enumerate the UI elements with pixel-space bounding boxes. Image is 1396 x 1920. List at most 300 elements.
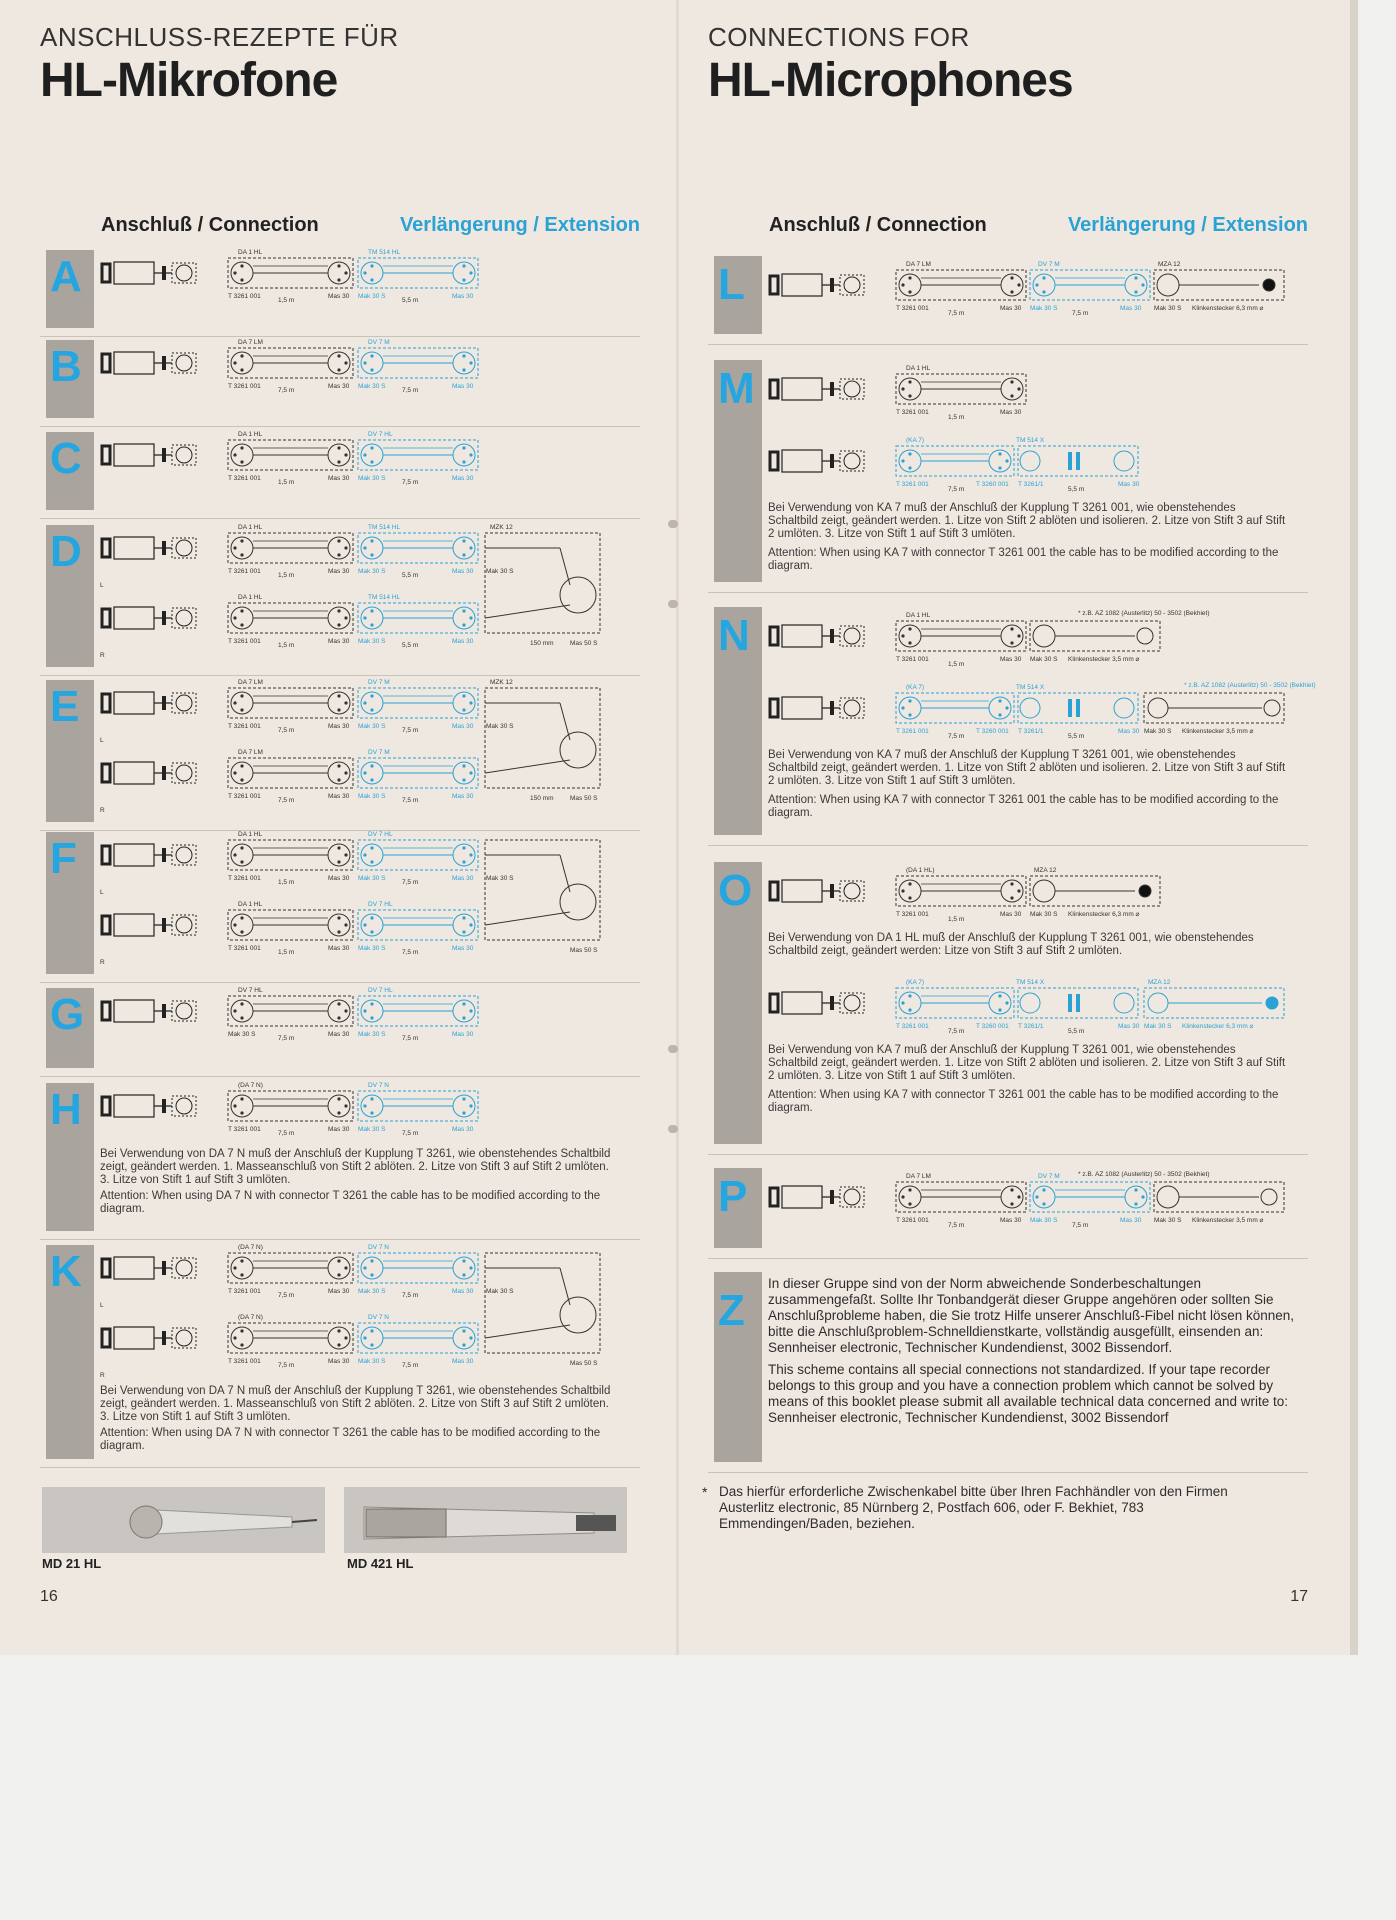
jack-adapter bbox=[1144, 693, 1284, 723]
modification-note-de: Bei Verwendung von DA 1 HL muß der Anschluß der Kupplung T 3261 001, wie obenstehendes Schaltbild zeigt, geändert werden: Litze von Stift 3 auf Stift 2 umlöten. bbox=[768, 932, 1254, 957]
extension-length-label: 7,5 m bbox=[402, 727, 419, 734]
extension-plug-label: Mak 30 S bbox=[358, 475, 386, 482]
plug-label: Mas 30 bbox=[1000, 409, 1022, 416]
microphone-plug-icon bbox=[102, 1000, 196, 1022]
extension-length-label: 7,5 m bbox=[1072, 1222, 1089, 1229]
length-label: 1,5 m bbox=[278, 949, 295, 956]
cable-label: DA 7 LM bbox=[906, 1173, 931, 1180]
extension-connector bbox=[358, 1323, 478, 1353]
connection-recipe-e bbox=[40, 680, 640, 831]
stereo-adapter bbox=[485, 533, 600, 633]
channel-right-label: R bbox=[100, 652, 105, 659]
out-plug-label: Mas 30 bbox=[1118, 481, 1140, 488]
extension-plug2-label: Mas 30 bbox=[1120, 1217, 1142, 1224]
cable-connector bbox=[896, 374, 1026, 404]
page-number: 17 bbox=[1290, 1588, 1308, 1605]
recipe-letter: C bbox=[50, 434, 82, 483]
extension-connector bbox=[358, 996, 478, 1026]
cable-label: DA 7 LM bbox=[238, 339, 263, 346]
cable-label: DA 1 HL bbox=[238, 831, 263, 838]
wiring-diagram bbox=[768, 866, 1293, 930]
adapter-plug-label: Mak 30 S bbox=[1144, 728, 1172, 735]
adapter-plug-label: Mak 30 S bbox=[486, 1288, 514, 1295]
length-label: 7,5 m bbox=[278, 387, 295, 394]
cable-connector bbox=[228, 533, 353, 563]
cable-connector bbox=[896, 1182, 1026, 1212]
length-label: 7,5 m bbox=[278, 797, 295, 804]
adapter-label: MZA 12 bbox=[1034, 867, 1057, 874]
extension-plug2-label: Mas 30 bbox=[452, 945, 474, 952]
special-note-de-address: Sennheiser electronic, Technischer Kundendienst, 3002 Bissendorf. bbox=[768, 1340, 1173, 1355]
extension-length-label: 7,5 m bbox=[402, 387, 419, 394]
plug-label: Mas 30 bbox=[328, 475, 350, 482]
extension-connector bbox=[358, 840, 478, 870]
extension-label: DV 7 M bbox=[1038, 1173, 1060, 1180]
extension-plug-label: Mak 30 S bbox=[358, 568, 386, 575]
adapter-length-label: 150 mm bbox=[530, 795, 554, 802]
plug-label: Mas 30 bbox=[1000, 305, 1022, 312]
length-label: 1,5 m bbox=[278, 572, 295, 579]
length-label: 7,5 m bbox=[278, 1035, 295, 1042]
extension-plug-label: Mak 30 S bbox=[358, 1031, 386, 1038]
recipe-letter: Z bbox=[718, 1286, 745, 1335]
part-number-label: T 3261 001 bbox=[896, 656, 929, 663]
cable-connector bbox=[228, 603, 353, 633]
special-note-de: In dieser Gruppe sind von der Norm abweichende Sonderbeschaltungen zusammengefaßt. Sollte Ihr Tonbandgerät dieser Gruppe angehören oder sollten Sie Anschlußprobleme haben, die Sie trotz Hilfe unserer Anschluß-Fibel nicht lösen können, bitte die Anschlußproblem-Schnelldienstkarte, vollständig ausgefüllt, einsenden an: bbox=[768, 1276, 1295, 1339]
extension-length-label: 7,5 m bbox=[1072, 310, 1089, 317]
page-kicker: CONNECTIONS FOR bbox=[708, 22, 970, 52]
extension-plug-label: Mak 30 S bbox=[358, 945, 386, 952]
connection-recipe-h bbox=[40, 1083, 640, 1240]
modification-note bbox=[768, 1044, 1288, 1115]
modification-note bbox=[768, 502, 1288, 573]
microphone-plug-icon bbox=[770, 992, 864, 1014]
cable-note: * z.B. AZ 1082 (Austerlitz) 50 - 3502 (Bekhiet) bbox=[1184, 682, 1316, 689]
staple-hole bbox=[668, 1125, 678, 1133]
extension-length-label: 7,5 m bbox=[402, 879, 419, 886]
length-label: 7,5 m bbox=[948, 486, 965, 493]
modification-note-en: Attention: When using KA 7 with connector T 3261 001 the cable has to be modified according to the diagram. bbox=[768, 547, 1279, 572]
adapter-plug-label: Mak 30 S bbox=[1144, 1023, 1172, 1030]
extension-plug-label: Mak 30 S bbox=[358, 723, 386, 730]
ka-connector bbox=[896, 446, 1014, 476]
cable-label: DA 7 LM bbox=[238, 679, 263, 686]
cable-label: DA 1 HL bbox=[906, 365, 931, 372]
extension-length-label: 7,5 m bbox=[402, 949, 419, 956]
length-label: 1,5 m bbox=[278, 879, 295, 886]
cable-connector bbox=[228, 688, 353, 718]
extension-plug-label: Mak 30 S bbox=[1030, 305, 1058, 312]
cable-label: DA 1 HL bbox=[238, 901, 263, 908]
channel-left-label: L bbox=[100, 889, 104, 896]
extension-connector bbox=[358, 258, 478, 288]
column-headers bbox=[40, 214, 640, 240]
cable-connector bbox=[228, 910, 353, 940]
cable-connector bbox=[228, 440, 353, 470]
microphone-plug-icon bbox=[102, 537, 196, 559]
tm-label: TM 514 X bbox=[1016, 437, 1045, 444]
cable-label: DA 7 LM bbox=[906, 261, 931, 268]
part-number-label: T 3261 001 bbox=[228, 383, 261, 390]
cable-connector bbox=[228, 1253, 353, 1283]
microphone-plug-icon bbox=[102, 262, 196, 284]
length2-label: 5,5 m bbox=[1068, 486, 1085, 493]
part-number-label: T 3261 001 bbox=[896, 409, 929, 416]
extension-plug2-label: Mas 30 bbox=[452, 723, 474, 730]
cable-label: DV 7 HL bbox=[238, 987, 263, 994]
md21-caption: MD 21 HL bbox=[42, 1556, 102, 1571]
modification-note-en: Attention: When using KA 7 with connector T 3261 001 the cable has to be modified according to the diagram. bbox=[768, 794, 1279, 819]
recipe-letter: G bbox=[50, 990, 85, 1039]
extension-plug-label: Mak 30 S bbox=[358, 638, 386, 645]
length-label: 7,5 m bbox=[278, 1130, 295, 1137]
md421-photo bbox=[344, 1487, 627, 1553]
md21-photo bbox=[42, 1487, 325, 1553]
column-connection-label: Anschluß / Connection bbox=[101, 214, 319, 236]
extension-connector bbox=[358, 1253, 478, 1283]
ka-connector bbox=[896, 988, 1014, 1018]
modification-note bbox=[100, 1385, 620, 1453]
extension-label: DV 7 HL bbox=[368, 831, 393, 838]
adapter-plug-label: Mak 30 S bbox=[486, 723, 514, 730]
connection-recipe-a bbox=[40, 250, 640, 337]
connection-recipe-p bbox=[708, 1168, 1308, 1259]
wiring-diagram bbox=[768, 364, 1293, 428]
part-number-label: T 3261 001 bbox=[228, 945, 261, 952]
page-number: 16 bbox=[40, 1588, 58, 1605]
cable-connector bbox=[228, 1323, 353, 1353]
recipe-letter: D bbox=[50, 527, 82, 576]
extension-length-label: 7,5 m bbox=[402, 797, 419, 804]
cable-label: (DA 1 HL) bbox=[906, 867, 935, 874]
staple-hole bbox=[668, 520, 678, 528]
extension-connector bbox=[358, 348, 478, 378]
microphone-plug-icon bbox=[102, 914, 196, 936]
output-plug-label: Mas 50 S bbox=[570, 795, 598, 802]
part-number-label: T 3261 001 bbox=[896, 305, 929, 312]
microphone-plug-icon bbox=[770, 450, 864, 472]
modification-note-en: Attention: When using KA 7 with connector T 3261 001 the cable has to be modified according to the diagram. bbox=[768, 1089, 1279, 1114]
out-plug-label: Mas 30 bbox=[1118, 728, 1140, 735]
adapter-plug-label: Mak 30 S bbox=[486, 875, 514, 882]
cable-connector bbox=[228, 996, 353, 1026]
length-label: 7,5 m bbox=[278, 727, 295, 734]
cable-label: DA 1 HL bbox=[238, 249, 263, 256]
plug-label: Mas 30 bbox=[328, 945, 350, 952]
plug-label: Mas 30 bbox=[328, 875, 350, 882]
page-edge bbox=[1350, 0, 1358, 1655]
recipe-letter: A bbox=[50, 252, 82, 301]
extension-connector bbox=[1030, 270, 1150, 300]
stereo-adapter bbox=[485, 688, 600, 788]
extension-label: TM 514 HL bbox=[368, 594, 401, 601]
channel-left-label: L bbox=[100, 582, 104, 589]
part-number-label: T 3261 001 bbox=[896, 1023, 929, 1030]
transformer-adapter bbox=[1018, 693, 1138, 723]
part-number-label: Mak 30 S bbox=[228, 1031, 256, 1038]
column-connection-label: Anschluß / Connection bbox=[769, 214, 987, 236]
extension-plug2-label: Mas 30 bbox=[452, 383, 474, 390]
plug-label: Mas 30 bbox=[328, 568, 350, 575]
jack-label: Klinkenstecker 3,5 mm ⌀ bbox=[1182, 728, 1254, 735]
stereo-adapter bbox=[485, 840, 600, 940]
right-page bbox=[702, 0, 1316, 1640]
adapter-label: MZK 12 bbox=[490, 524, 513, 531]
length-label: 7,5 m bbox=[948, 310, 965, 317]
cable-label: DA 7 LM bbox=[238, 749, 263, 756]
modification-note-en: Attention: When using DA 7 N with connector T 3261 the cable has to be modified according to the diagram. bbox=[100, 1427, 601, 1452]
extension-connector bbox=[358, 758, 478, 788]
extension-connector bbox=[358, 1091, 478, 1121]
cable-connector bbox=[896, 270, 1026, 300]
ka-label: (KA 7) bbox=[906, 437, 925, 444]
extension-plug2-label: Mas 30 bbox=[452, 875, 474, 882]
part2-label: T 3260 001 bbox=[976, 481, 1009, 488]
wiring-diagram bbox=[768, 978, 1293, 1042]
special-note-en-address: Sennheiser electronic, Technischer Kundendienst, 3002 Bissendorf bbox=[768, 1410, 1169, 1425]
modification-note-de: Bei Verwendung von KA 7 muß der Anschluß der Kupplung T 3261 001, wie obenstehendes Schaltbild zeigt, geändert werden. 1. Litze von Stift 2 ablöten und isolieren. 2. Litze von Stift 3 auf Stift 2 umlöten. 3. Litze von Stift 1 auf Stift 3 umlöten. bbox=[768, 502, 1286, 540]
channel-left-label: L bbox=[100, 737, 104, 744]
cable-label: (DA 7 N) bbox=[238, 1082, 263, 1089]
extension-length-label: 7,5 m bbox=[402, 1130, 419, 1137]
plug-label: Mas 30 bbox=[328, 793, 350, 800]
part3-label: T 3261/1 bbox=[1018, 1023, 1044, 1030]
extension-label: DV 7 M bbox=[368, 339, 390, 346]
cable-connector bbox=[896, 876, 1026, 906]
ka-label: (KA 7) bbox=[906, 979, 925, 986]
microphone-plug-icon bbox=[102, 692, 196, 714]
jack-label: Klinkenstecker 3,5 mm ⌀ bbox=[1068, 656, 1140, 663]
part-number-label: T 3261 001 bbox=[896, 728, 929, 735]
extension-plug-label: Mak 30 S bbox=[1030, 1217, 1058, 1224]
wiring-diagram bbox=[100, 1083, 625, 1145]
recipe-letter: E bbox=[50, 682, 80, 731]
recipe-letter: B bbox=[50, 342, 82, 391]
part-number-label: T 3261 001 bbox=[228, 793, 261, 800]
extension-connector bbox=[1030, 1182, 1150, 1212]
extension-length-label: 5,5 m bbox=[402, 642, 419, 649]
part-number-label: T 3261 001 bbox=[228, 875, 261, 882]
plug-label: Mas 30 bbox=[328, 383, 350, 390]
extension-plug2-label: Mas 30 bbox=[452, 475, 474, 482]
length-label: 7,5 m bbox=[278, 1292, 295, 1299]
transformer-adapter bbox=[1018, 988, 1138, 1018]
output-plug-label: Mas 50 S bbox=[570, 1360, 598, 1367]
column-headers bbox=[708, 214, 1308, 240]
extension-plug-label: Mak 30 S bbox=[358, 293, 386, 300]
part-number-label: T 3261 001 bbox=[228, 638, 261, 645]
ka-label: (KA 7) bbox=[906, 684, 925, 691]
wiring-diagram bbox=[100, 680, 625, 820]
extension-plug-label: Mak 30 S bbox=[358, 793, 386, 800]
recipe-letter: F bbox=[50, 834, 77, 883]
part-number-label: T 3261 001 bbox=[896, 481, 929, 488]
extension-label: DV 7 M bbox=[1038, 261, 1060, 268]
adapter-plug-label: Mak 30 S bbox=[1154, 1217, 1182, 1224]
connection-recipe-f bbox=[40, 832, 640, 983]
cable-label: DA 1 HL bbox=[238, 431, 263, 438]
cable-label: DA 1 HL bbox=[906, 612, 931, 619]
microphone-plug-icon bbox=[102, 1327, 196, 1349]
microphone-plug-icon bbox=[770, 880, 864, 902]
jack-adapter bbox=[1030, 876, 1160, 906]
jack-adapter bbox=[1144, 988, 1284, 1018]
plug-label: Mas 30 bbox=[328, 1031, 350, 1038]
cable-label: DA 1 HL bbox=[238, 594, 263, 601]
extension-label: DV 7 N bbox=[368, 1244, 389, 1251]
modification-note-de: Bei Verwendung von KA 7 muß der Anschluß der Kupplung T 3261 001, wie obenstehendes Schaltbild zeigt, geändert werden. 1. Litze von Stift 2 ablöten und isolieren. 2. Litze von Stift 3 auf Stift 2 umlöten. 3. Litze von Stift 1 auf Stift 3 umlöten. bbox=[768, 749, 1286, 787]
length-label: 7,5 m bbox=[948, 733, 965, 740]
extension-label: TM 514 HL bbox=[368, 524, 401, 531]
plug-label: Mas 30 bbox=[328, 638, 350, 645]
wiring-diagram bbox=[100, 988, 625, 1050]
part3-label: T 3261/1 bbox=[1018, 728, 1044, 735]
part-number-label: T 3261 001 bbox=[896, 1217, 929, 1224]
cable-connector bbox=[228, 1091, 353, 1121]
extension-plug2-label: Mas 30 bbox=[452, 568, 474, 575]
part-number-label: T 3261 001 bbox=[228, 1358, 261, 1365]
extension-connector bbox=[358, 533, 478, 563]
plug-label: Mas 30 bbox=[1000, 911, 1022, 918]
connection-recipe-b bbox=[40, 340, 640, 427]
connection-recipe-m bbox=[708, 360, 1308, 593]
connection-recipe-n bbox=[708, 607, 1316, 846]
recipe-letter: P bbox=[718, 1172, 748, 1221]
extension-label: DV 7 N bbox=[368, 1314, 389, 1321]
part-number-label: T 3261 001 bbox=[228, 475, 261, 482]
jack-adapter bbox=[1030, 621, 1160, 651]
stereo-adapter bbox=[485, 1253, 600, 1353]
modification-note-de: Bei Verwendung von DA 7 N muß der Anschluß der Kupplung T 3261, wie obenstehendes Schaltbild zeigt, geändert werden. 1. Masseanschluß von Stift 2 ablöten. 2. Litze von Stift 3 auf Stift 2 umlöten. 3. Litze von Stift 1 auf Stift 3 umlöten. bbox=[100, 1148, 611, 1186]
part-number-label: T 3261 001 bbox=[228, 723, 261, 730]
extension-label: DV 7 M bbox=[368, 679, 390, 686]
connection-recipe-z bbox=[708, 1272, 1308, 1473]
plug-label: Mas 30 bbox=[1000, 656, 1022, 663]
wiring-diagram bbox=[768, 1172, 1293, 1236]
plug-label: Mas 30 bbox=[328, 1358, 350, 1365]
wiring-diagram bbox=[100, 250, 625, 312]
md421-caption: MD 421 HL bbox=[347, 1556, 414, 1571]
extension-plug2-label: Mas 30 bbox=[452, 1126, 474, 1133]
wiring-diagram bbox=[100, 1245, 625, 1385]
part2-label: T 3260 001 bbox=[976, 728, 1009, 735]
cable-label: (DA 7 N) bbox=[238, 1314, 263, 1321]
length-label: 1,5 m bbox=[948, 414, 965, 421]
extension-connector bbox=[358, 440, 478, 470]
adapter-plug-label: Mak 30 S bbox=[1030, 911, 1058, 918]
adapter-label: MZA 12 bbox=[1158, 261, 1181, 268]
extension-plug-label: Mak 30 S bbox=[358, 875, 386, 882]
recipe-letter: L bbox=[718, 260, 745, 309]
extension-connector bbox=[358, 688, 478, 718]
page-title: HL-Mikrofone bbox=[40, 54, 338, 107]
modification-note-de: Bei Verwendung von KA 7 muß der Anschluß der Kupplung T 3261 001, wie obenstehendes Schaltbild zeigt, geändert werden. 1. Litze von Stift 2 ablöten und isolieren. 2. Litze von Stift 3 auf Stift 2 umlöten. 3. Litze von Stift 1 auf Stift 3 umlöten. bbox=[768, 1044, 1286, 1082]
channel-right-label: R bbox=[100, 807, 105, 814]
part-number-label: T 3261 001 bbox=[896, 911, 929, 918]
length-label: 1,5 m bbox=[948, 661, 965, 668]
wiring-diagram bbox=[100, 832, 625, 972]
wiring-diagram bbox=[100, 340, 625, 402]
part2-label: T 3260 001 bbox=[976, 1023, 1009, 1030]
part3-label: T 3261/1 bbox=[1018, 481, 1044, 488]
length-label: 7,5 m bbox=[948, 1222, 965, 1229]
length-label: 1,5 m bbox=[278, 642, 295, 649]
jack-label: Klinkenstecker 6,3 mm ⌀ bbox=[1068, 911, 1140, 918]
page-title: HL-Microphones bbox=[708, 54, 1073, 107]
extension-label: DV 7 N bbox=[368, 1082, 389, 1089]
microphone-plug-icon bbox=[102, 607, 196, 629]
microphone-plug-icon bbox=[102, 1257, 196, 1279]
recipe-letter: H bbox=[50, 1085, 82, 1134]
footnote-text: Das hierfür erforderliche Zwischenkabel bitte über Ihren Fachhändler von den Firmen Austerlitz electronic, 85 Nürnberg 2, Postfach 606, oder F. Bekhiet, 783 Emmendingen/Baden, beziehen. bbox=[719, 1484, 1228, 1531]
cable-label: (DA 7 N) bbox=[238, 1244, 263, 1251]
extension-plug2-label: Mas 30 bbox=[1120, 305, 1142, 312]
wiring-diagram bbox=[100, 432, 625, 494]
extension-plug-label: Mak 30 S bbox=[358, 1288, 386, 1295]
cable-note: * z.B. AZ 1082 (Austerlitz) 50 - 3502 (Bekhiet) bbox=[1078, 1171, 1210, 1178]
special-note-en: This scheme contains all special connections not standardized. If your tape recorder belongs to this group and you have a connection problem which cannot be solved by means of this booklet please submit all available technical data concerned and write to: bbox=[768, 1362, 1289, 1409]
column-extension-label: Verlängerung / Extension bbox=[1067, 214, 1308, 236]
jack-label: Klinkenstecker 6,3 mm ⌀ bbox=[1182, 1023, 1254, 1030]
channel-right-label: R bbox=[100, 959, 105, 966]
extension-length-label: 7,5 m bbox=[402, 479, 419, 486]
channel-left-label: L bbox=[100, 1302, 104, 1309]
extension-plug-label: Mak 30 S bbox=[358, 383, 386, 390]
microphone-plug-icon bbox=[102, 1095, 196, 1117]
extension-label: DV 7 M bbox=[368, 749, 390, 756]
transformer-adapter bbox=[1018, 446, 1138, 476]
extension-connector bbox=[358, 603, 478, 633]
part-number-label: T 3261 001 bbox=[228, 293, 261, 300]
out-plug-label: Mas 30 bbox=[1118, 1023, 1140, 1030]
cable-label: DA 1 HL bbox=[238, 524, 263, 531]
ka-connector bbox=[896, 693, 1014, 723]
cable-connector bbox=[228, 348, 353, 378]
part-number-label: T 3261 001 bbox=[228, 1288, 261, 1295]
column-extension-label: Verlängerung / Extension bbox=[399, 214, 640, 236]
microphone-plug-icon bbox=[770, 1186, 864, 1208]
plug-label: Mas 30 bbox=[328, 723, 350, 730]
adapter-plug-label: Mak 30 S bbox=[1154, 305, 1182, 312]
modification-note bbox=[100, 1148, 620, 1216]
special-group-note bbox=[768, 1276, 1296, 1426]
jack-adapter bbox=[1154, 1182, 1284, 1212]
extension-plug-label: Mak 30 S bbox=[358, 1126, 386, 1133]
adapter-length-label: 150 mm bbox=[530, 640, 554, 647]
length-label: 7,5 m bbox=[278, 1362, 295, 1369]
extension-plug2-label: Mas 30 bbox=[452, 1358, 474, 1365]
microphone-plug-icon bbox=[770, 697, 864, 719]
connection-recipe-d bbox=[40, 525, 640, 676]
extension-plug2-label: Mas 30 bbox=[452, 1031, 474, 1038]
output-plug-label: Mas 50 S bbox=[570, 640, 598, 647]
extension-length-label: 7,5 m bbox=[402, 1362, 419, 1369]
extension-plug2-label: Mas 30 bbox=[452, 638, 474, 645]
cable-connector bbox=[896, 621, 1026, 651]
extension-length-label: 5,5 m bbox=[402, 572, 419, 579]
jack-adapter bbox=[1154, 270, 1284, 300]
wiring-diagram bbox=[768, 682, 1316, 747]
length2-label: 5,5 m bbox=[1068, 733, 1085, 740]
staple-hole bbox=[668, 600, 678, 608]
modification-note-en: Attention: When using DA 7 N with connector T 3261 the cable has to be modified according to the diagram. bbox=[100, 1190, 601, 1215]
plug-label: Mas 30 bbox=[1000, 1217, 1022, 1224]
recipe-letter: K bbox=[50, 1247, 82, 1296]
modification-note-de: Bei Verwendung von DA 7 N muß der Anschluß der Kupplung T 3261, wie obenstehendes Schaltbild zeigt, geändert werden. 1. Masseanschluß von Stift 2 ablöten. 2. Litze von Stift 3 auf Stift 2 umlöten. 3. Litze von Stift 1 auf Stift 3 umlöten. bbox=[100, 1385, 611, 1423]
connection-recipe-o bbox=[708, 862, 1308, 1155]
adapter-plug-label: Mak 30 S bbox=[486, 568, 514, 575]
left-page bbox=[40, 0, 640, 1640]
